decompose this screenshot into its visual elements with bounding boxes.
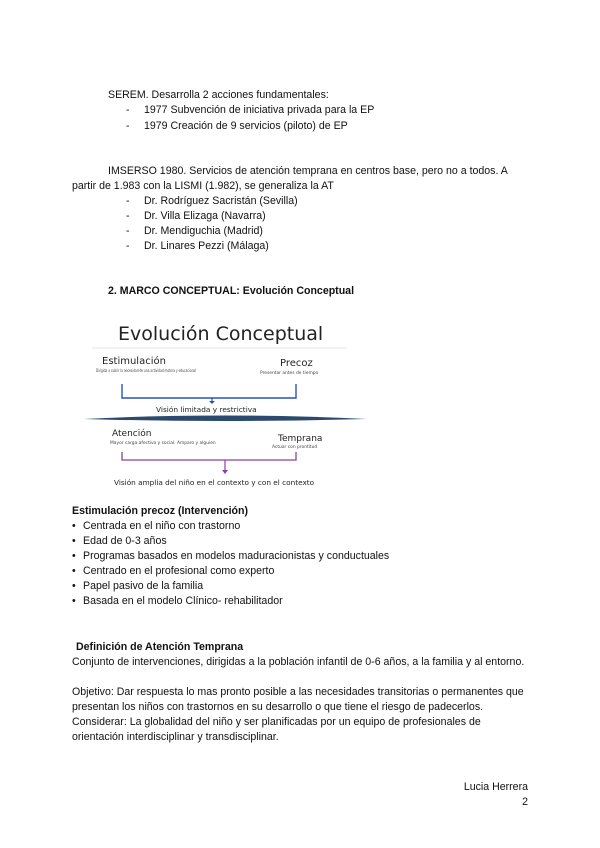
atencion-label: Atención [112, 429, 152, 439]
bullet: • [72, 580, 76, 592]
dash-marker: - [126, 240, 130, 252]
list-item-text: Papel pasivo de la familia [83, 580, 204, 592]
precoz-label: Precoz [280, 358, 313, 369]
list-item-text: Edad de 0-3 años [83, 535, 167, 547]
dash-marker: - [126, 210, 130, 222]
purple-arrow-head [222, 470, 228, 474]
imserso-item: Dr. Mendiguchia (Madrid) [144, 225, 263, 237]
temprana-sub: Actuar con prontitud [272, 445, 318, 450]
dash-marker: - [126, 120, 130, 132]
list-item [72, 519, 389, 534]
purple-bracket [122, 452, 296, 460]
bullet: • [72, 520, 76, 532]
list-item-text: Centrado en el profesional como experto [83, 565, 275, 577]
serem-item: 1979 Creación de 9 servicios (piloto) de EP [144, 120, 348, 132]
divider-band [84, 416, 367, 422]
def-paragraph: Conjunto de intervenciones, dirigidas a la población infantil de 0-6 años, a la familia y al entorno. [72, 656, 525, 668]
blue-bracket [122, 384, 296, 398]
stim-heading: Estimulación precoz (Intervención) [72, 505, 249, 517]
list-item [72, 564, 389, 579]
def-consider: Considerar: La globalidad del niño y ser planificadas por un equipo de profesionales de orientación interdisciplinar y transdisciplinar. [72, 716, 481, 743]
def-objective: Objetivo: Dar respuesta lo mas pronto posible a las necesidades transitorias o permanentes que presentan los niños con trastornos en su desarrollo o que tiene el riesgo de padecerlos. [72, 686, 524, 713]
imserso-line1: IMSERSO 1980. Servicios de atención temprana en centros base, pero no a todos. A [108, 165, 508, 177]
imserso-item: Dr. Villa Elizaga (Navarra) [144, 210, 266, 222]
atencion-sub: Mayor carga afectiva y social. Amparo y alguien [110, 441, 216, 446]
list-item-text: Centrada en el niño con trastorno [83, 520, 241, 532]
stimulation-sub: Dirigida a cubrir la necesidad de una actividad motora y educacional [96, 368, 196, 373]
list-item-text: Basada en el modelo Clínico- rehabilitador [83, 595, 283, 607]
list-item [72, 579, 389, 594]
dash-marker: - [126, 104, 130, 116]
stimulation-label: Estimulación [102, 356, 166, 367]
blue-arrow-head [209, 401, 215, 404]
page-number: 2 [522, 796, 528, 808]
section-heading: 2. MARCO CONCEPTUAL: Evolución Conceptual [108, 285, 355, 297]
bullet: • [72, 565, 76, 577]
bullet: • [72, 595, 76, 607]
bullet: • [72, 535, 76, 547]
precoz-sub: Presentar antes de tiempo [260, 371, 319, 376]
dash-marker: - [126, 195, 130, 207]
bullet: • [72, 550, 76, 562]
list-item [72, 594, 389, 609]
imserso-line2: partir de 1.983 con la LISMI (1.982), se generaliza la AT [72, 180, 334, 192]
evolution-diagram [82, 312, 372, 497]
list-item [72, 549, 389, 564]
dash-marker: - [126, 225, 130, 237]
list-item-text: Programas basados en modelos maduracionistas y conductuales [83, 550, 390, 562]
stim-list [72, 519, 389, 609]
def-heading: Definición de Atención Temprana [76, 641, 244, 653]
wide-vision: Visión amplia del niño en el contexto y con el contexto [114, 478, 315, 487]
imserso-item: Dr. Rodríguez Sacristán (Sevilla) [144, 195, 298, 207]
list-item [72, 534, 389, 549]
temprana-label: Temprana [278, 434, 323, 444]
diagram-title: Evolución Conceptual [118, 323, 324, 345]
serem-item: 1977 Subvención de iniciativa privada para la EP [144, 104, 375, 116]
footer-author: Lucia Herrera [463, 781, 528, 793]
serem-intro: SEREM. Desarrolla 2 acciones fundamentales: [108, 89, 329, 101]
imserso-item: Dr. Linares Pezzi (Málaga) [144, 240, 269, 252]
limited-vision: Visión limitada y restrictiva [156, 405, 257, 414]
